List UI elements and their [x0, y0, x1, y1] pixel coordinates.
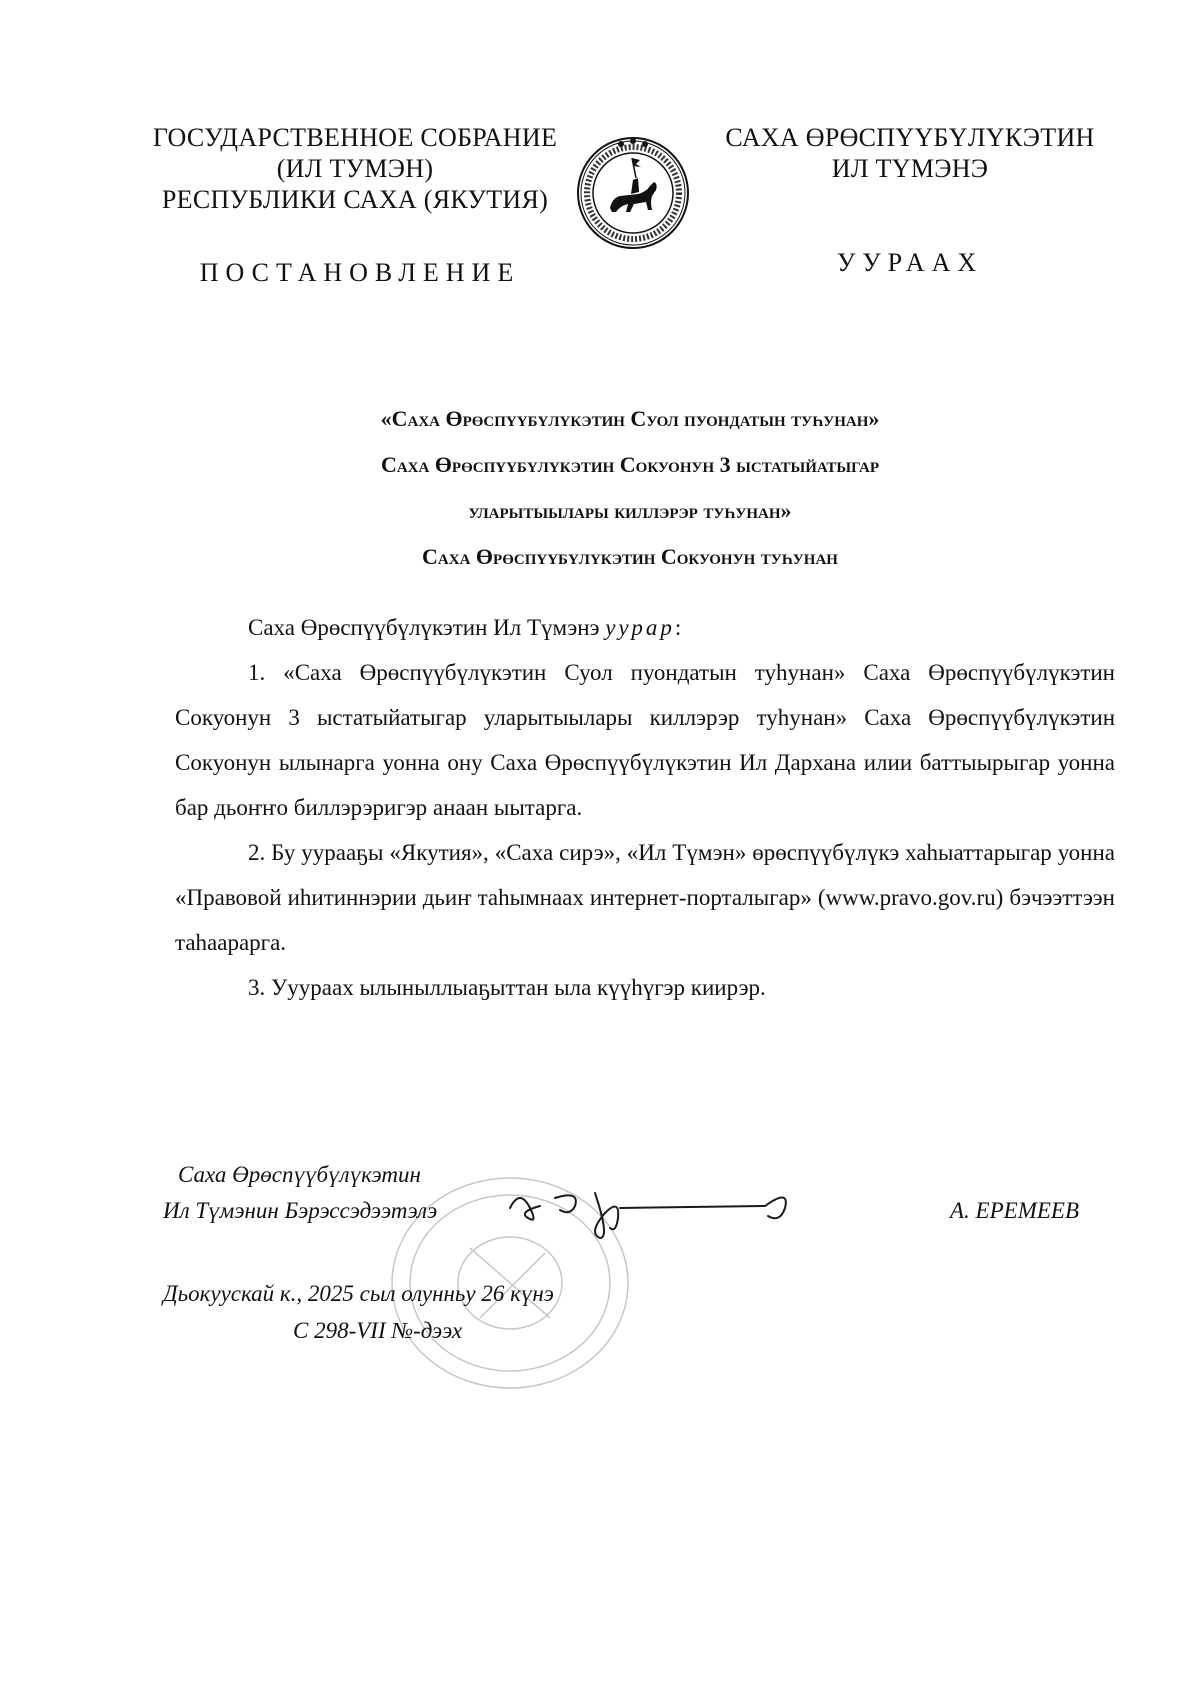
place-date: Дьокуускай к., 2025 сыл олунньу 26 күнэ: [163, 1281, 554, 1306]
intro-paragraph: [175, 605, 1115, 650]
title-line: Саха Өрөспүүбүлүкэтин Сокуонун туһунан: [422, 544, 838, 569]
header-left-line: РЕСПУБЛИКИ САХА (ЯКУТИЯ): [161, 185, 549, 214]
signer-position-line2: Ил Түмэнин Бэрэссэдээтэлэ: [163, 1198, 438, 1223]
signer-name: А. ЕРЕМЕЕВ: [950, 1198, 1080, 1223]
header-left-line: ГОСУДАРСТВЕННОЕ СОБРАНИЕ: [152, 123, 558, 152]
sakha-coat-of-arms-icon: [576, 136, 690, 250]
header-left: [150, 122, 560, 215]
intro-text: Саха Өрөспүүбүлүкэтин Ил Түмэнэ: [248, 615, 600, 640]
document-title: [250, 396, 1010, 580]
header-right-line: САХА ӨРӨСПҮҮБҮЛҮКЭТИН: [725, 123, 1095, 152]
signer-position-line1: Саха Өрөспүүбүлүкэтин: [178, 1162, 421, 1187]
item-1: 1. «Саха Өрөспүүбүлүкэтин Суол пуондатын туһунан» Саха Өрөспүүбүлүкэтин Сокуонун 3 ыстатыйатыгар уларытыылары киллэрэр туһунан» Саха Өрөспүүбүлүкэтин Сокуонун ылынарга уонна ону Саха Өрөспүүбүлүкэтин Ил Дархана илии баттыырыгар уонна бар дьоҥҥо биллэрэригэр анаан ыытарга.: [175, 660, 1115, 820]
item-2: 2. Бу уурааҕы «Якутия», «Саха сирэ», «Ил Түмэн» өрөспүүбүлүкэ хаһыаттарыгар уонна «Правовой иһитиннэрии дьиҥ таһымнаах интернет-порталыгар» (www.pravo.gov.ru) бэчээттээн таһаарарга.: [175, 840, 1115, 955]
item-3: 3. Ууураах ылыныллыаҕыттан ыла күүһүгэр киирэр.: [248, 975, 766, 1000]
doc-type-ru: ПОСТАНОВЛЕНИЕ: [199, 258, 521, 287]
title-line: Саха Өрөспүүбүлүкэтин Сокуонун 3 ыстатыйатыгар: [380, 452, 880, 477]
header-right: [720, 122, 1100, 184]
header-left-line: (ИЛ ТУМЭН): [276, 154, 434, 183]
title-line: уларытыылары киллэрэр туһунан»: [468, 498, 792, 523]
header-right-line: ИЛ ТҮМЭНЭ: [831, 154, 989, 183]
handwritten-signature: [500, 1178, 800, 1248]
document-body: [175, 605, 1115, 1010]
doc-type-sakha: УУРААХ: [836, 248, 984, 277]
intro-verb: уурар: [605, 615, 675, 640]
intro-colon: :: [674, 615, 682, 640]
document-number: С 298-VII №-дээх: [293, 1318, 463, 1343]
title-line: «Саха Өрөспүүбүлүкэтин Суол пуондатын туһунан»: [380, 406, 880, 431]
